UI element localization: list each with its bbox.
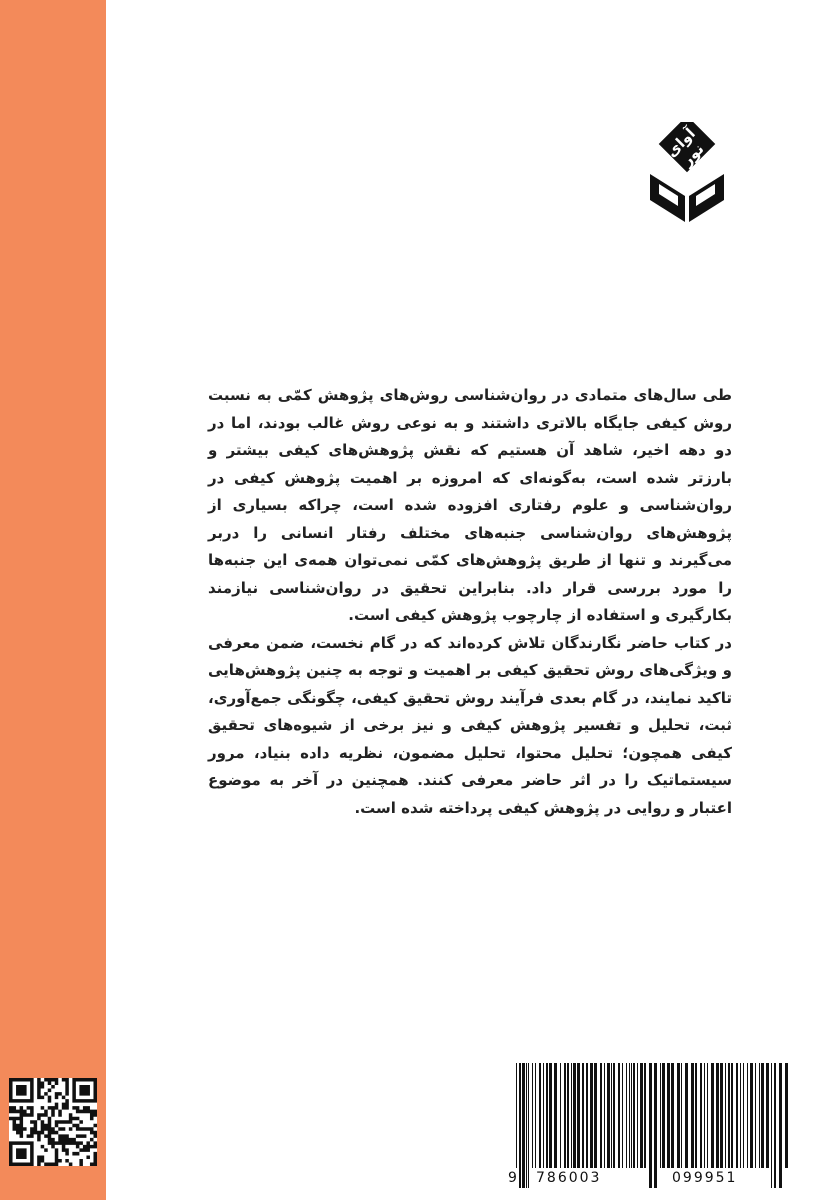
barcode-bar — [554, 1063, 557, 1168]
barcode-bar — [567, 1063, 569, 1168]
isbn-number — [508, 1170, 798, 1188]
barcode-bar — [577, 1063, 580, 1168]
barcode-bar — [716, 1063, 719, 1168]
barcode-bar — [743, 1063, 744, 1168]
barcode-bar — [607, 1063, 610, 1168]
isbn-group-1: 786003 — [536, 1170, 602, 1186]
barcode-bar — [546, 1063, 548, 1168]
barcode-bar — [695, 1063, 697, 1168]
qr-code — [9, 1078, 97, 1166]
barcode-bar — [631, 1063, 632, 1168]
barcode-bar — [667, 1063, 670, 1168]
barcode-bar — [747, 1063, 748, 1168]
barcode-bar — [637, 1063, 638, 1168]
barcode-bar — [573, 1063, 576, 1168]
description-paragraph-2: در کتاب حاضر نگارندگان تلاش کرده‌اند که در گام نخست، ضمن معرفی و ویژگی‌های روش تحقیق کیفی بر اهمیت و توجه به چنین پژوهش‌هایی تاکید نمایند، در گام بعدی فرآیند روش تحقیق کیفی، چگونگی جمع‌آوری، ثبت، تحلیل و تفسیر پژوهش کیفی و نیز برخی از شیوه‌های تحقیق کیفی همچون؛ تحلیل محتوا، تحلیل مضمون، نظریه داده بنیاد، مرور سیستماتیک را در اثر حاضر معرفی کنند. همچنین در آخر به موضوع اعتبار و روایی در پژوهش کیفی پرداخته شده است. — [208, 633, 732, 817]
barcode-bar — [633, 1063, 635, 1168]
cover-spine-band — [0, 0, 106, 1200]
barcode-bar — [660, 1063, 661, 1168]
barcode-bar — [590, 1063, 593, 1168]
description-paragraph-1: طی سال‌های متمادی در روان‌شناسی روش‌های پژوهش کمّی به نسبت روش کیفی جایگاه بالاتری داشتند و به نوعی روش غالب بودند، اما در دو دهه اخیر، شاهد آن هستیم که نقش پژوهش‌های کیفی بیشتر و بارزتر شده است، به‌گونه‌ای که امروزه بر اهمیت پژوهش کیفی در روان‌شناسی و علوم رفتاری افزوده شده است، چراکه بسیاری از پژوهش‌های روان‌شناسی جنبه‌های مختلف رفتار انسانی را دربر می‌گیرند و تنها از طریق پژوهش‌های کمّی نمی‌توان همه‌ی این جنبه‌ها را مورد بررسی قرار داد. بنابراین تحقیق در روان‌شناسی نیازمند بکارگیری و استفاده از چارچوب پژوهش کیفی است. — [208, 386, 732, 624]
barcode-bar — [720, 1063, 723, 1168]
book-description — [208, 382, 732, 822]
barcode-bar — [644, 1063, 646, 1168]
barcode-bar — [640, 1063, 643, 1168]
barcode-bar — [766, 1063, 769, 1168]
barcode-bar — [750, 1063, 753, 1168]
barcode-bar — [532, 1063, 533, 1168]
barcode-bar — [731, 1063, 733, 1168]
barcode-bar — [622, 1063, 623, 1168]
isbn-prefix: 9 — [508, 1170, 517, 1186]
barcode-bar — [671, 1063, 674, 1168]
barcode-bar — [626, 1063, 627, 1168]
barcode-bar — [539, 1063, 541, 1168]
barcode-bar — [618, 1063, 620, 1168]
barcode-bar — [785, 1063, 788, 1168]
barcode-bar — [681, 1063, 682, 1168]
barcode-bar — [571, 1063, 572, 1168]
barcode-bar — [755, 1063, 756, 1168]
barcode-bar — [549, 1063, 552, 1168]
barcode-bar — [704, 1063, 705, 1168]
barcode-bar — [691, 1063, 694, 1168]
barcode-bar — [560, 1063, 561, 1168]
barcode-bar — [685, 1063, 688, 1168]
barcode-bar — [564, 1063, 566, 1168]
barcode-bar — [543, 1063, 544, 1168]
barcode-bar — [516, 1063, 517, 1168]
qr-modules — [9, 1078, 97, 1166]
barcode-bar — [761, 1063, 764, 1168]
barcode-bar — [600, 1063, 602, 1168]
barcode-bar — [725, 1063, 726, 1168]
barcode-bar — [711, 1063, 714, 1168]
barcode-bar — [535, 1063, 536, 1168]
barcode-bar — [707, 1063, 708, 1168]
barcode-bar — [586, 1063, 588, 1168]
barcode-bar — [611, 1063, 612, 1168]
barcode-bar — [700, 1063, 702, 1168]
publisher-logo-text: آوای نور — [662, 124, 708, 170]
barcode-bar — [736, 1063, 738, 1168]
barcode-bar — [582, 1063, 584, 1168]
barcode-bar — [662, 1063, 665, 1168]
barcode-bar — [728, 1063, 730, 1168]
isbn-group-2: 099951 — [672, 1170, 738, 1186]
barcode-bar — [629, 1063, 630, 1168]
barcode-bar — [594, 1063, 597, 1168]
barcode-bar — [759, 1063, 760, 1168]
barcode-bar — [677, 1063, 680, 1168]
barcode-bar — [740, 1063, 741, 1168]
barcode-bar — [604, 1063, 605, 1168]
barcode-bar — [613, 1063, 615, 1168]
